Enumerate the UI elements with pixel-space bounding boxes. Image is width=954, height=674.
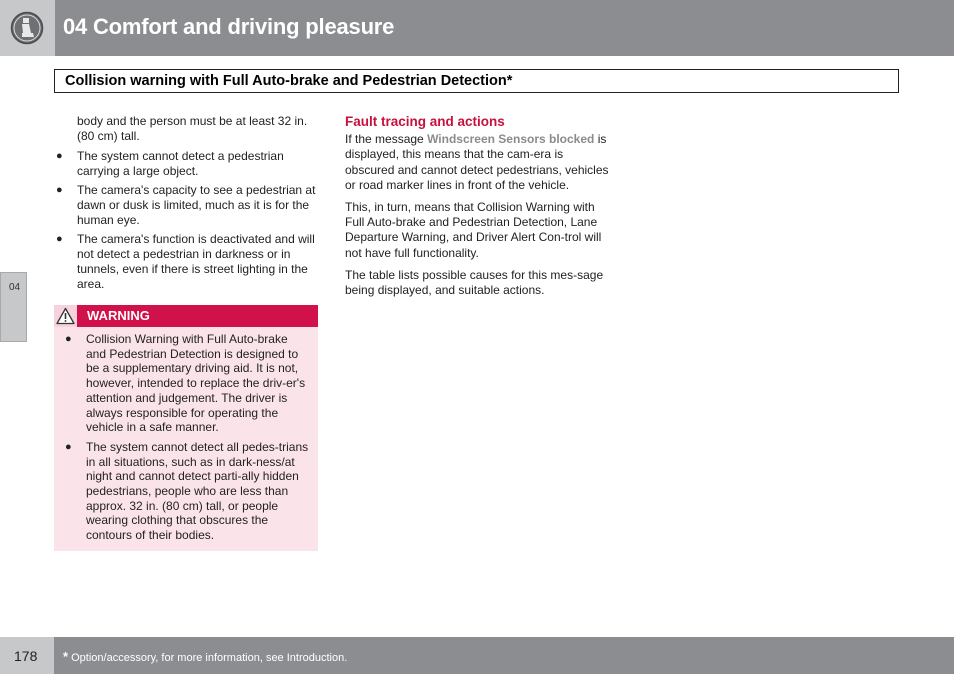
bullet-icon: ●	[65, 440, 72, 453]
section-title-box	[54, 69, 899, 93]
chapter-header	[0, 0, 954, 56]
paragraph: If the message Windscreen Sensors blocked is displayed, this means that the cam-era is obscured and cannot detect pedestrians, vehicles or road marker lines in front of the vehicle.	[345, 132, 609, 192]
section-title: Collision warning with Full Auto-brake and Pedestrian Detection*	[65, 73, 513, 89]
footnote-text: Option/accessory, for more information, see Introduction.	[71, 652, 348, 664]
page-number-box	[0, 637, 54, 674]
fault-tracing-heading: Fault tracing and actions	[345, 114, 505, 129]
bullet-icon: ●	[65, 333, 72, 345]
footnote	[63, 649, 347, 664]
page-number: 178	[14, 648, 38, 664]
warning-body	[64, 332, 310, 548]
bullet-list	[55, 149, 320, 292]
bullet-icon: ●	[56, 233, 63, 245]
warning-icon-box	[54, 305, 77, 327]
paragraph: This, in turn, means that Collision Warning with Full Auto-brake and Pedestrian Detection, Lane Departure Warning, and Driver Alert Con-trol will not have full functionality.	[345, 200, 602, 260]
chapter-side-tab[interactable]	[0, 272, 27, 342]
intro-text: body and the person must be at least 32 in. (80 cm) tall.	[77, 114, 308, 143]
list-item: ● Collision Warning with Full Auto-brake and Pedestrian Detection is designed to be a supplementary driving aid. It is not, however, intended to replace the driv-er's attention and judgement. The driver is always responsible for operating the vehicle in a safe manner.	[65, 332, 306, 435]
chapter-icon-box	[0, 0, 55, 56]
bullet-icon: ●	[56, 184, 63, 196]
warning-header	[54, 305, 318, 327]
footnote-star: *	[63, 649, 69, 664]
list-item: ● The camera's function is deactivated and will not detect a pedestrian in darkness or in tunnels, even if there is street lighting in the area.	[56, 232, 315, 291]
display-message: Windscreen Sensors blocked	[427, 132, 595, 147]
paragraph: The table lists possible causes for this mes-sage being displayed, and suitable actions.	[345, 267, 604, 298]
left-column	[55, 114, 320, 296]
warning-box	[54, 305, 318, 551]
list-item: ● The system cannot detect a pedestrian carrying a large object.	[56, 149, 284, 178]
chapter-title: 04 Comfort and driving pleasure	[63, 14, 395, 39]
car-seat-icon	[10, 11, 44, 45]
right-column	[345, 114, 613, 305]
side-tab-label: 04	[9, 282, 21, 293]
warning-triangle-icon	[56, 307, 75, 325]
page-footer	[0, 637, 954, 674]
bullet-icon: ●	[56, 150, 63, 162]
list-item: ● The system cannot detect all pedes-trians in all situations, such as in dark-ness/at night and cannot detect parti-ally hidden pedestrians, people who are less than approx. 32 in. (80 cm) tall, or people wearing clothing that obscures the contours of their bodies.	[65, 439, 309, 543]
warning-bullet-list	[64, 332, 310, 543]
warning-label: WARNING	[87, 308, 150, 323]
list-item: ● The camera's capacity to see a pedestrian at dawn or dusk is limited, much as it is for the human eye.	[56, 183, 316, 227]
